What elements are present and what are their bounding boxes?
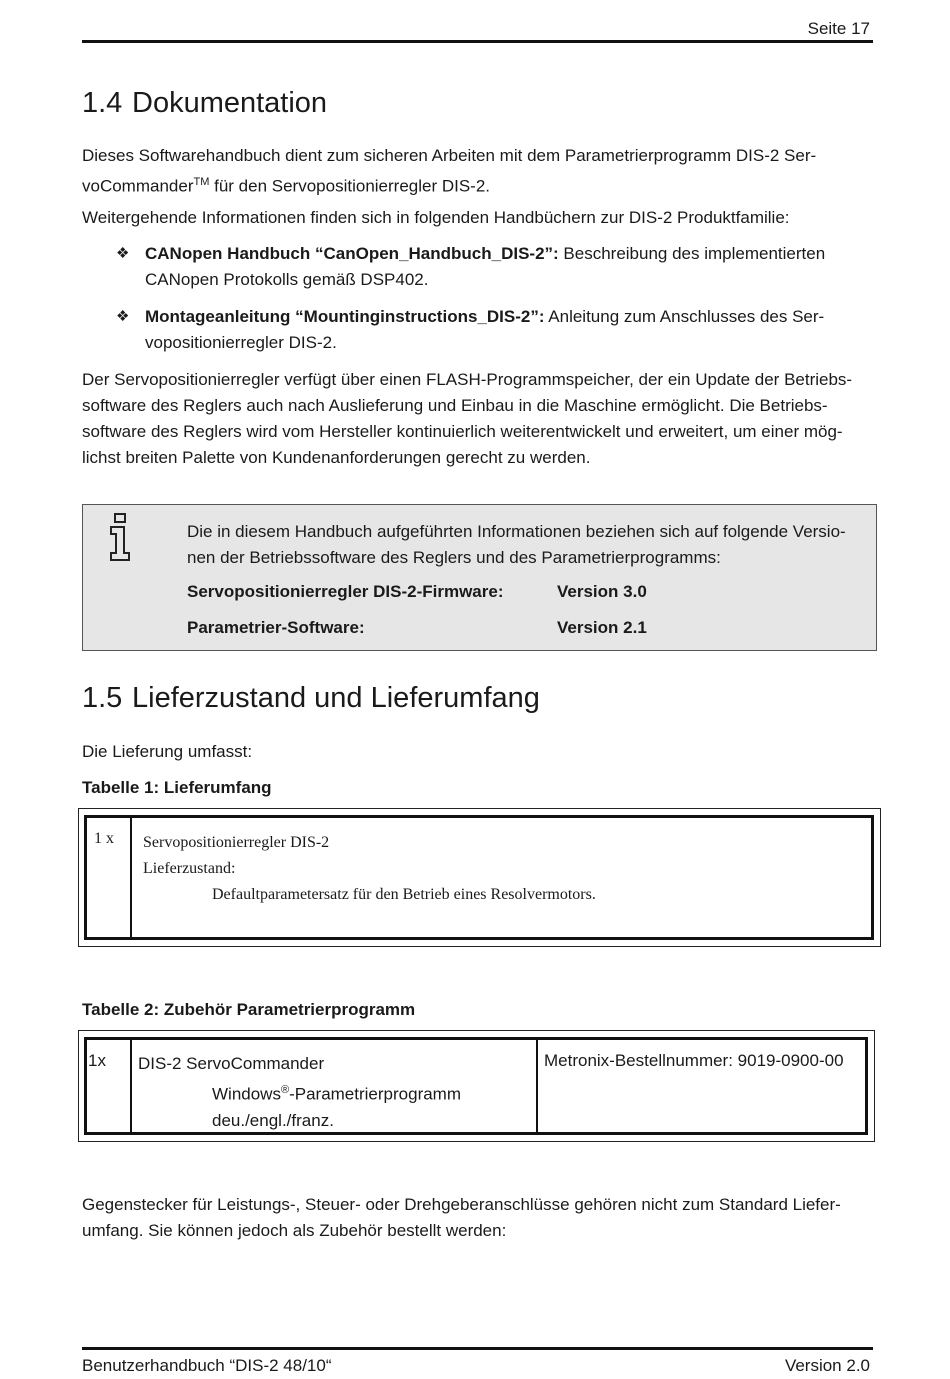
bullet-text (145, 304, 865, 356)
column-divider (536, 1040, 538, 1132)
version-label: Parametrier-Software: (187, 618, 365, 637)
bullet-desc-line2: CANopen Protokolls gemäß DSP402. (145, 270, 429, 289)
info-line-1: Die in diesem Handbuch aufgeführten Informationen beziehen sich auf folgende Versio- (187, 522, 846, 541)
desc-line: Defaultparametersatz für den Betrieb eines Resolvermotors. (212, 886, 596, 903)
desc-line: deu./engl./franz. (212, 1110, 334, 1130)
bullet-title: CANopen Handbuch “CanOpen_Handbuch_DIS-2”: (145, 244, 559, 263)
desc-line (138, 1077, 528, 1108)
version-row (187, 618, 867, 638)
flash-line: lichst breiten Palette von Kundenanforderungen gerecht zu werden. (82, 448, 591, 467)
table-cell-order: Metronix-Bestellnummer: 9019-0900-00 (544, 1051, 844, 1070)
flash-line: Der Servopositionierregler verfügt über einen FLASH-Programmspeicher, der ein Update der Betriebs- (82, 370, 853, 389)
table1-caption: Tabelle 1: Lieferumfang (82, 778, 272, 797)
version-value: Version 2.1 (557, 618, 647, 637)
column-divider (130, 818, 132, 937)
intro-text-end: für den Servopositionierregler DIS-2. (209, 176, 491, 196)
bullet-text (145, 241, 865, 293)
section-title: Lieferzustand und Lieferumfang (132, 682, 540, 714)
bullet-desc: Beschreibung des implementierten (558, 244, 826, 263)
section-number: 1.5 (82, 682, 123, 714)
table-cell-qty: 1x (88, 1051, 106, 1070)
accessory-table-frame (84, 1037, 868, 1135)
page-number: Seite 17 (807, 19, 870, 38)
closing-line: Gegenstecker für Leistungs-, Steuer- oder Drehgeberanschlüsse gehören nicht zum Standard Liefer- (82, 1195, 841, 1214)
section-heading-1-4 (82, 85, 327, 121)
desc-line: Lieferzustand: (143, 860, 236, 877)
trademark-mark: TM (193, 176, 210, 188)
flash-line: software des Reglers wird vom Hersteller kontinuierlich weiterentwickelt und erweitert, um einer mög- (82, 422, 843, 441)
table-cell-desc (143, 830, 863, 908)
section-number: 1.4 (82, 87, 123, 119)
delivery-table-frame (84, 815, 874, 940)
closing-paragraph (82, 1192, 882, 1244)
info-box (82, 504, 877, 651)
accessory-table (78, 1030, 875, 1142)
flash-line: software des Reglers auch nach Auslieferung und Einbau in die Maschine ermöglicht. Die Betriebs- (82, 396, 828, 415)
info-icon (107, 513, 133, 563)
further-info-paragraph: Weitergehende Informationen finden sich in folgenden Handbüchern zur DIS-2 Produktfamilie: (82, 208, 790, 227)
delivery-intro: Die Lieferung umfasst: (82, 742, 253, 761)
delivery-table (78, 808, 881, 947)
diamond-bullet-icon: ❖ (116, 245, 130, 262)
intro-line-2 (82, 169, 882, 200)
info-line-2: nen der Betriebssoftware des Reglers und des Parametrierprogramms: (187, 548, 721, 567)
bullet-title: Montageanleitung “Mountinginstructions_DIS-2”: (145, 307, 545, 326)
section-heading-1-5 (82, 680, 540, 716)
header-rule (82, 40, 873, 43)
footer-version: Version 2.0 (784, 1356, 870, 1375)
registered-mark: ® (280, 1084, 290, 1096)
desc-text: Windows (212, 1084, 281, 1104)
table2-caption: Tabelle 2: Zubehör Parametrierprogramm (82, 1000, 416, 1019)
table-cell-desc (138, 1051, 528, 1134)
bullet-desc-line2: vopositionierregler DIS-2. (145, 333, 337, 352)
intro-line-1: Dieses Softwarehandbuch dient zum sicheren Arbeiten mit dem Parametrierprogramm DIS-2 Ser- (82, 146, 817, 165)
desc-line: Servopositionierregler DIS-2 (143, 834, 330, 851)
desc-text: -Parametrierprogramm (289, 1084, 462, 1104)
closing-line: umfang. Sie können jedoch als Zubehör bestellt werden: (82, 1221, 507, 1240)
version-row (187, 582, 867, 602)
intro-text: voCommander (82, 176, 194, 196)
intro-paragraph (82, 143, 882, 200)
info-text (187, 519, 867, 571)
footer-title: Benutzerhandbuch “DIS-2 48/10“ (82, 1356, 332, 1375)
version-label: Servopositionierregler DIS-2-Firmware: (187, 582, 504, 601)
desc-line: DIS-2 ServoCommander (138, 1054, 325, 1073)
diamond-bullet-icon: ❖ (116, 308, 130, 325)
flash-paragraph (82, 367, 882, 471)
table-cell-qty: 1 x (94, 830, 114, 847)
footer-rule (82, 1347, 873, 1350)
section-title: Dokumentation (132, 87, 328, 119)
column-divider (130, 1040, 132, 1132)
version-value: Version 3.0 (557, 582, 647, 601)
bullet-desc: Anleitung zum Anschlusses des Ser- (544, 307, 825, 326)
